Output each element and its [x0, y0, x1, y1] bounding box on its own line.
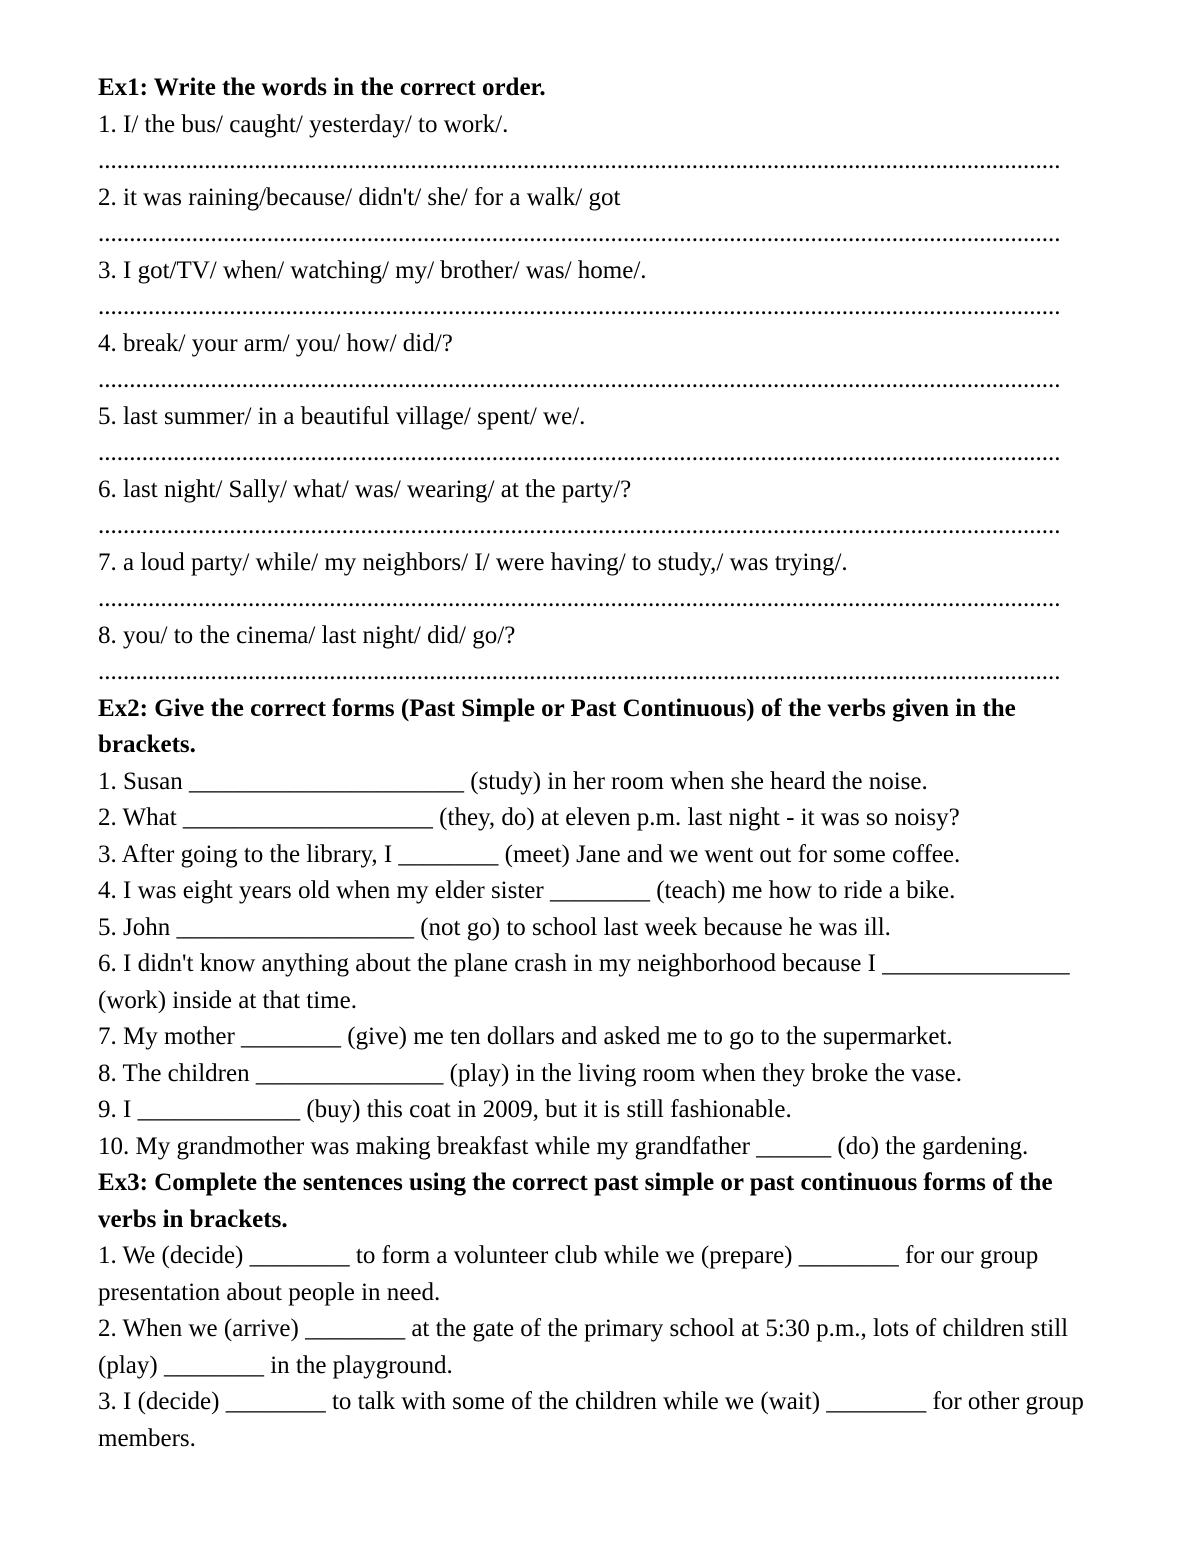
ex1-heading: Ex1: Write the words in the correct order.	[98, 74, 546, 101]
ex1-item-7: 7. a loud party/ while/ my neighbors/ I/ were having/ to study,/ was trying/.	[98, 548, 848, 576]
answer-line[interactable]: ..........................................................................................................................................................	[98, 585, 1061, 612]
worksheet	[98, 70, 1118, 1457]
ex1-item-2: 2. it was raining/because/ didn't/ she/ for a walk/ got	[98, 183, 621, 211]
ex2-item-5: 5. John ___________________ (not go) to school last week because he was ill.	[98, 913, 891, 941]
ex1-item-4: 4. break/ your arm/ you/ how/ did/?	[98, 329, 453, 357]
answer-line[interactable]: ..........................................................................................................................................................	[98, 293, 1061, 320]
ex2-item-8: 8. The children _______________ (play) in the living room when they broke the vase.	[98, 1059, 962, 1087]
ex1-item-5: 5. last summer/ in a beautiful village/ spent/ we/.	[98, 402, 586, 430]
ex2-item-1: 1. Susan ______________________ (study) in her room when she heard the noise.	[98, 767, 928, 795]
ex2-item-6: 6. I didn't know anything about the plane crash in my neighborhood because I _______________ (work) inside at that time.	[98, 950, 1070, 1014]
answer-line[interactable]: ..........................................................................................................................................................	[98, 658, 1061, 685]
ex1-item-8: 8. you/ to the cinema/ last night/ did/ go/?	[98, 621, 516, 649]
ex3-item-1: 1. We (decide) ________ to form a volunteer club while we (prepare) ________ for our group presentation about people in need.	[98, 1242, 1039, 1306]
ex2-item-7: 7. My mother ________ (give) me ten dollars and asked me to go to the supermarket.	[98, 1023, 953, 1050]
ex2-item-9: 9. I _____________ (buy) this coat in 2009, but it is still fashionable.	[98, 1096, 792, 1123]
answer-line[interactable]: ..........................................................................................................................................................	[98, 512, 1061, 539]
answer-line[interactable]: ..........................................................................................................................................................	[98, 439, 1061, 466]
ex2-item-10: 10. My grandmother was making breakfast while my grandfather ______ (do) the gardening.	[98, 1132, 1029, 1160]
answer-line[interactable]: ..........................................................................................................................................................	[98, 220, 1061, 247]
ex1-item-3: 3. I got/TV/ when/ watching/ my/ brother/ was/ home/.	[98, 256, 647, 284]
answer-line[interactable]: ..........................................................................................................................................................	[98, 147, 1061, 174]
ex2-item-2: 2. What ____________________ (they, do) at eleven p.m. last night - it was so noisy?	[98, 804, 960, 831]
ex2-heading: Ex2: Give the correct forms (Past Simple or Past Continuous) of the verbs given in the brackets.	[98, 694, 1016, 758]
ex3-heading: Ex3: Complete the sentences using the correct past simple or past continuous forms of the verbs in brackets.	[98, 1169, 1053, 1233]
ex1-item-6: 6. last night/ Sally/ what/ was/ wearing/ at the party/?	[98, 475, 632, 503]
ex2-item-3: 3. After going to the library, I ________ (meet) Jane and we went out for some coffee.	[98, 840, 961, 868]
ex3-item-2: 2. When we (arrive) ________ at the gate of the primary school at 5:30 p.m., lots of children still (play) ________ in the playground.	[98, 1315, 1069, 1379]
ex3-item-3: 3. I (decide) ________ to talk with some of the children while we (wait) ________ for other group members.	[98, 1388, 1084, 1452]
ex1-item-1: 1. I/ the bus/ caught/ yesterday/ to work/.	[98, 110, 509, 138]
answer-line[interactable]: ..........................................................................................................................................................	[98, 366, 1061, 393]
ex2-item-4: 4. I was eight years old when my elder sister ________ (teach) me how to ride a bike.	[98, 877, 956, 904]
